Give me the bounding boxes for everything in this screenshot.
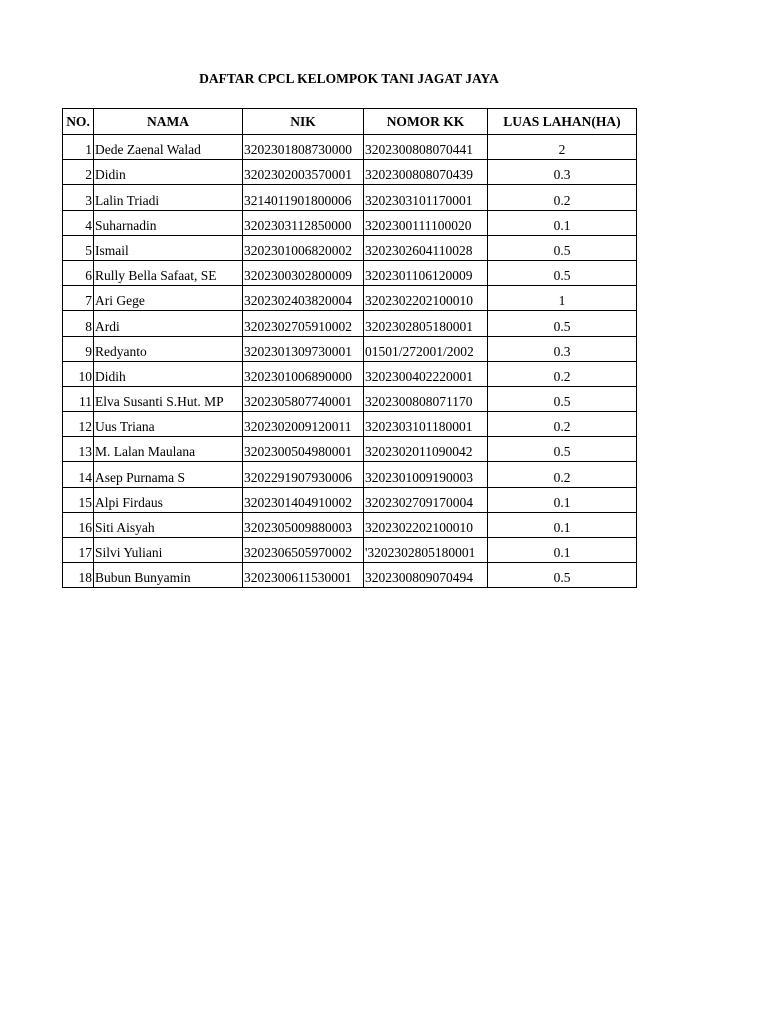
header-luas-lahan: LUAS LAHAN(HA)	[488, 109, 637, 135]
cell-nik: 3202303112850000	[243, 210, 364, 235]
cell-luas-lahan: 0.5	[488, 563, 637, 588]
cell-no: 11	[63, 386, 94, 411]
cell-luas-lahan: 0.1	[488, 512, 637, 537]
document-title: DAFTAR CPCL KELOMPOK TANI JAGAT JAYA	[199, 71, 499, 86]
cell-luas-lahan: 0.1	[488, 487, 637, 512]
table-row	[63, 160, 637, 185]
cell-nik: 3202305807740001	[243, 386, 364, 411]
cell-luas-lahan: 0.2	[488, 412, 637, 437]
cell-nomor-kk: 3202300808071170	[364, 386, 488, 411]
header-nomor-kk: NOMOR KK	[364, 109, 488, 135]
cell-nomor-kk: 3202302709170004	[364, 487, 488, 512]
cell-nik: 3202306505970002	[243, 538, 364, 563]
cell-nama: Uus Triana	[94, 412, 243, 437]
cell-nomor-kk: 3202301106120009	[364, 260, 488, 285]
table-row	[63, 286, 637, 311]
cell-nama: Ardi	[94, 311, 243, 336]
cell-no: 12	[63, 412, 94, 437]
cell-nomor-kk: 3202300808070441	[364, 135, 488, 160]
cell-no: 9	[63, 336, 94, 361]
table-row	[63, 462, 637, 487]
cell-no: 4	[63, 210, 94, 235]
header-no: NO.	[63, 109, 94, 135]
table-row	[63, 538, 637, 563]
cell-nik: 3202300302800009	[243, 260, 364, 285]
cell-luas-lahan: 0.1	[488, 538, 637, 563]
cell-nik: 3202300504980001	[243, 437, 364, 462]
cell-nama: M. Lalan Maulana	[94, 437, 243, 462]
cell-nama: Alpi Firdaus	[94, 487, 243, 512]
cell-nomor-kk: 3202300402220001	[364, 361, 488, 386]
cell-nik: 3202301006820002	[243, 235, 364, 260]
cell-no: 6	[63, 260, 94, 285]
cell-luas-lahan: 2	[488, 135, 637, 160]
cell-nama: Didin	[94, 160, 243, 185]
cell-nomor-kk: 3202303101180001	[364, 412, 488, 437]
cell-luas-lahan: 0.5	[488, 386, 637, 411]
cell-luas-lahan: 0.2	[488, 361, 637, 386]
table-row	[63, 185, 637, 210]
cell-nomor-kk: 3202302202100010	[364, 512, 488, 537]
cell-no: 16	[63, 512, 94, 537]
cell-nama: Rully Bella Safaat, SE	[94, 260, 243, 285]
member-table	[62, 108, 637, 588]
cell-no: 14	[63, 462, 94, 487]
cell-nik: 3202301309730001	[243, 336, 364, 361]
cell-nama: Siti Aisyah	[94, 512, 243, 537]
table-row	[63, 512, 637, 537]
table-row	[63, 386, 637, 411]
cell-luas-lahan: 0.1	[488, 210, 637, 235]
cell-luas-lahan: 0.5	[488, 437, 637, 462]
cell-nomor-kk: 3202300809070494	[364, 563, 488, 588]
cell-no: 15	[63, 487, 94, 512]
table-row	[63, 361, 637, 386]
cell-luas-lahan: 0.3	[488, 336, 637, 361]
cell-nik: 3202300611530001	[243, 563, 364, 588]
table-row	[63, 260, 637, 285]
cell-luas-lahan: 0.2	[488, 185, 637, 210]
cell-nik: 3202302403820004	[243, 286, 364, 311]
cell-nik: 3202301808730000	[243, 135, 364, 160]
cell-nomor-kk: 3202302604110028	[364, 235, 488, 260]
header-row	[63, 109, 637, 135]
cell-no: 17	[63, 538, 94, 563]
cell-luas-lahan: 0.5	[488, 235, 637, 260]
cell-nomor-kk: 3202303101170001	[364, 185, 488, 210]
cell-nama: Suharnadin	[94, 210, 243, 235]
table-body	[63, 135, 637, 588]
cell-no: 8	[63, 311, 94, 336]
table-row	[63, 563, 637, 588]
cell-nomor-kk: 3202301009190003	[364, 462, 488, 487]
cell-nomor-kk: '3202302805180001	[364, 538, 488, 563]
cell-nik: 3202301006890000	[243, 361, 364, 386]
table-row	[63, 311, 637, 336]
cell-nama: Silvi Yuliani	[94, 538, 243, 563]
table-row	[63, 235, 637, 260]
cell-nama: Ismail	[94, 235, 243, 260]
table-header	[63, 109, 637, 135]
cell-no: 2	[63, 160, 94, 185]
cell-nik: 3202302003570001	[243, 160, 364, 185]
cell-nama: Asep Purnama S	[94, 462, 243, 487]
cell-no: 7	[63, 286, 94, 311]
cell-nik: 3202291907930006	[243, 462, 364, 487]
cell-nik: 3202301404910002	[243, 487, 364, 512]
cell-nama: Bubun Bunyamin	[94, 563, 243, 588]
cell-nomor-kk: 3202302011090042	[364, 437, 488, 462]
cell-luas-lahan: 0.5	[488, 260, 637, 285]
cell-no: 1	[63, 135, 94, 160]
cell-no: 5	[63, 235, 94, 260]
cell-no: 10	[63, 361, 94, 386]
cell-nama: Ari Gege	[94, 286, 243, 311]
cell-nama: Redyanto	[94, 336, 243, 361]
cell-luas-lahan: 0.5	[488, 311, 637, 336]
cell-nama: Didih	[94, 361, 243, 386]
cell-nomor-kk: 01501/272001/2002	[364, 336, 488, 361]
cell-nomor-kk: 3202302805180001	[364, 311, 488, 336]
header-nama: NAMA	[94, 109, 243, 135]
table-row	[63, 437, 637, 462]
cell-no: 3	[63, 185, 94, 210]
cell-nomor-kk: 3202300808070439	[364, 160, 488, 185]
header-nik: NIK	[243, 109, 364, 135]
cell-nama: Elva Susanti S.Hut. MP	[94, 386, 243, 411]
cell-nama: Lalin Triadi	[94, 185, 243, 210]
cell-nik: 3202302009120011	[243, 412, 364, 437]
cell-luas-lahan: 0.3	[488, 160, 637, 185]
cell-nik: 3202305009880003	[243, 512, 364, 537]
cell-nik: 3214011901800006	[243, 185, 364, 210]
table-row	[63, 210, 637, 235]
cell-no: 13	[63, 437, 94, 462]
table-row	[63, 135, 637, 160]
cell-no: 18	[63, 563, 94, 588]
cell-nomor-kk: 3202302202100010	[364, 286, 488, 311]
cell-luas-lahan: 1	[488, 286, 637, 311]
table-row	[63, 487, 637, 512]
table-row	[63, 412, 637, 437]
cell-nama: Dede Zaenal Walad	[94, 135, 243, 160]
cell-nomor-kk: 3202300111100020	[364, 210, 488, 235]
table-row	[63, 336, 637, 361]
cell-luas-lahan: 0.2	[488, 462, 637, 487]
cell-nik: 3202302705910002	[243, 311, 364, 336]
